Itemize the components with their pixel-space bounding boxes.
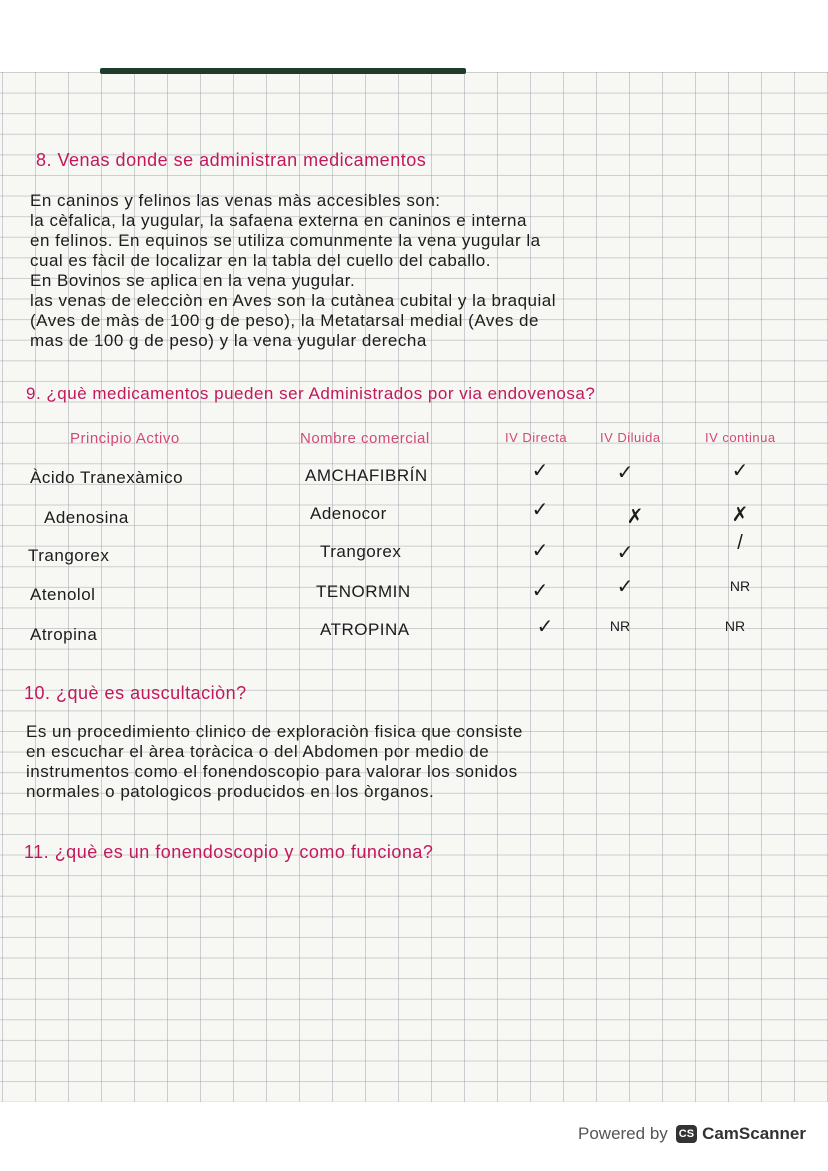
camscanner-icon: CS [676, 1125, 697, 1143]
cell-iv-directa: ✓ [531, 499, 549, 521]
header-iv-diluida: IV Diluida [600, 430, 661, 445]
q8-line: En caninos y felinos las venas màs accesibles son: [30, 191, 441, 210]
q8-line: la cèfalica, la yugular, la safaena externa en caninos e interna [30, 211, 527, 230]
cell-principio: Àcido Tranexàmico [30, 468, 184, 487]
camscanner-brand: CamScanner [702, 1124, 806, 1143]
q8-line: (Aves de màs de 100 g de peso), la Metatarsal medial (Aves de [30, 311, 539, 330]
q8-line: mas de 100 g de peso) y la vena yugular derecha [30, 331, 427, 350]
header-principio-activo: Principio Activo [70, 430, 180, 447]
header-iv-continua: IV continua [705, 430, 776, 445]
cell-nombre: ATROPINA [320, 620, 410, 639]
cell-iv-diluida: NR [609, 618, 631, 634]
cell-iv-diluida: ✓ [616, 462, 634, 484]
cell-iv-continua: / [737, 532, 743, 554]
cell-iv-diluida: ✓ [616, 576, 634, 598]
q10-line: instrumentos como el fonendoscopio para valorar los sonidos [26, 762, 518, 781]
cell-nombre: AMCHAFIBRÍN [305, 466, 428, 485]
camscanner-logo [676, 1124, 806, 1144]
q8-line: las venas de elecciòn en Aves son la cutànea cubital y la braquial [30, 291, 557, 310]
cell-iv-continua: NR [724, 618, 746, 634]
binding-strip [100, 68, 466, 74]
cell-iv-directa: ✓ [531, 460, 549, 482]
cell-principio: Adenosina [44, 508, 129, 527]
q10-title: 10. ¿què es auscultaciòn? [24, 683, 247, 703]
q8-line: En Bovinos se aplica en la vena yugular. [30, 271, 356, 290]
cell-principio: Atenolol [30, 585, 96, 604]
q8-title: 8. Venas donde se administran medicamentos [36, 150, 427, 170]
cell-iv-continua: NR [729, 578, 751, 594]
cell-iv-diluida: ✗ [626, 506, 644, 528]
header-nombre-comercial: Nombre comercial [300, 430, 430, 447]
q10-line: normales o patologicos producidos en los òrganos. [26, 782, 435, 801]
cell-principio: Trangorex [28, 546, 110, 565]
cell-nombre: TENORMIN [316, 582, 411, 601]
cell-nombre: Adenocor [310, 504, 387, 523]
q8-line: cual es fàcil de localizar en la tabla del cuello del caballo. [30, 251, 491, 270]
cell-nombre: Trangorex [320, 542, 402, 561]
cell-iv-diluida: ✓ [616, 542, 634, 564]
powered-by-label: Powered by [578, 1124, 668, 1143]
cell-iv-directa: ✓ [531, 540, 549, 562]
q10-line: en escuchar el àrea toràcica o del Abdomen por medio de [26, 742, 490, 761]
cell-iv-continua: ✓ [731, 460, 749, 482]
cell-iv-continua: ✗ [731, 504, 749, 526]
cell-iv-directa: ✓ [536, 616, 554, 638]
cell-iv-directa: ✓ [531, 580, 549, 602]
cell-principio: Atropina [30, 625, 98, 644]
q11-title: 11. ¿què es un fonendoscopio y como funciona? [24, 842, 434, 862]
header-iv-directa: IV Directa [505, 430, 568, 445]
q9-title: 9. ¿què medicamentos pueden ser Administrados por via endovenosa? [26, 384, 596, 403]
q10-line: Es un procedimiento clinico de exploraciòn fisica que consiste [26, 722, 523, 741]
camscanner-watermark [578, 1124, 806, 1144]
q8-line: en felinos. En equinos se utiliza comunmente la vena yugular la [30, 231, 541, 250]
